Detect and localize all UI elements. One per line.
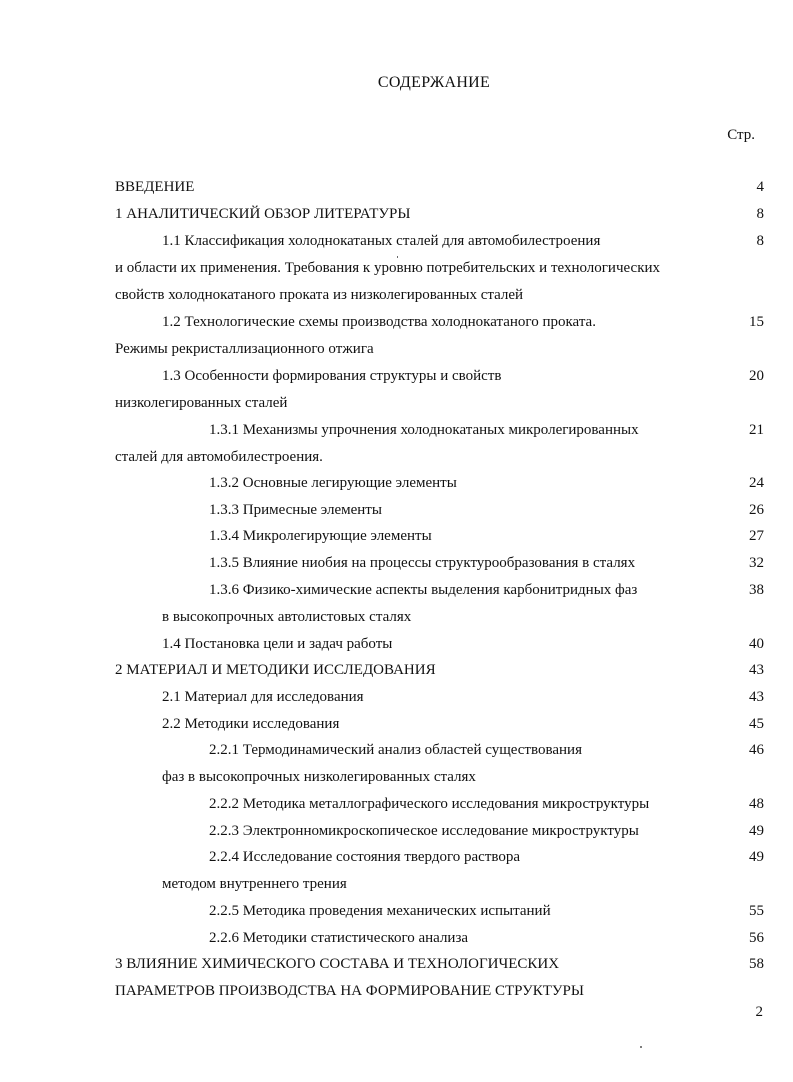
toc-line: 1.1 Классификация холоднокатаных сталей для автомобилестроения — [162, 233, 601, 249]
toc-page-number: 46 — [749, 742, 764, 758]
toc-page-number: 45 — [749, 716, 764, 732]
toc-line: 2.2 Методики исследования — [162, 716, 340, 732]
toc-line: ПАРАМЕТРОВ ПРОИЗВОДСТВА НА ФОРМИРОВАНИЕ СТРУКТУРЫ — [115, 983, 584, 999]
toc-page-number: 32 — [749, 555, 764, 571]
toc-page-number: 4 — [756, 179, 764, 195]
toc-line: сталей для автомобилестроения. — [115, 449, 323, 465]
toc-page-number: 55 — [749, 903, 764, 919]
page-column-label: Стр. — [727, 127, 755, 143]
toc-page-number: 8 — [756, 206, 764, 222]
toc-line: свойств холоднокатаного проката из низколегированных сталей — [115, 287, 524, 303]
page-title: СОДЕРЖАНИЕ — [377, 74, 491, 91]
footer-page-number: 2 — [755, 1004, 763, 1020]
toc-page-number: 21 — [749, 422, 764, 438]
toc-line: 2.2.6 Методики статистического анализа — [209, 930, 469, 946]
toc-page-number: 40 — [749, 636, 764, 652]
toc-page-number: 48 — [749, 796, 764, 812]
toc-page-number: 58 — [749, 956, 764, 972]
toc-page-number: 20 — [749, 368, 764, 384]
scan-speck — [397, 256, 398, 258]
toc-line: 3 ВЛИЯНИЕ ХИМИЧЕСКОГО СОСТАВА И ТЕХНОЛОГИЧЕСКИХ — [115, 956, 560, 972]
scan-speck — [640, 1046, 642, 1048]
toc-page-number: 49 — [749, 849, 764, 865]
toc-page-number: 43 — [749, 689, 764, 705]
toc-line: 1.3.2 Основные легирующие элементы — [209, 475, 457, 491]
toc-line: 1.4 Постановка цели и задач работы — [162, 636, 393, 652]
toc-line: 2.2.1 Термодинамический анализ областей существования — [209, 742, 582, 758]
toc-line: низколегированных сталей — [115, 395, 288, 411]
toc-line: 1.3.6 Физико-химические аспекты выделения карбонитридных фаз — [209, 582, 638, 598]
toc-line: фаз в высокопрочных низколегированных сталях — [162, 769, 476, 785]
toc-line: 2.2.3 Электронномикроскопическое исследование микроструктуры — [209, 823, 639, 839]
toc-line: 1.2 Технологические схемы производства холоднокатаного проката. — [162, 314, 596, 330]
toc-page-number: 8 — [756, 233, 764, 249]
toc-line: Режимы рекристаллизационного отжига — [115, 341, 374, 357]
toc-page-number: 43 — [749, 662, 764, 678]
toc-page-number: 27 — [749, 528, 764, 544]
toc-line: 1.3 Особенности формирования структуры и свойств — [162, 368, 502, 384]
toc-line: 1 АНАЛИТИЧЕСКИЙ ОБЗОР ЛИТЕРАТУРЫ — [115, 206, 411, 222]
toc-line: 2 МАТЕРИАЛ И МЕТОДИКИ ИССЛЕДОВАНИЯ — [115, 662, 436, 678]
toc-page-number: 38 — [749, 582, 764, 598]
toc-line: в высокопрочных автолистовых сталях — [162, 609, 412, 625]
toc-page-number: 24 — [749, 475, 764, 491]
toc-line: методом внутреннего трения — [162, 876, 347, 892]
toc-line: 2.2.4 Исследование состояния твердого раствора — [209, 849, 521, 865]
toc-line: 2.1 Материал для исследования — [162, 689, 364, 705]
toc-line: 1.3.1 Механизмы упрочнения холоднокатаных микролегированных — [209, 422, 639, 438]
toc-page-number: 49 — [749, 823, 764, 839]
toc-line: ВВЕДЕНИЕ — [115, 179, 195, 195]
toc-line: и области их применения. Требования к уровню потребительских и технологических — [115, 260, 661, 276]
toc-page-number: 15 — [749, 314, 764, 330]
toc-line: 1.3.4 Микролегирующие элементы — [209, 528, 432, 544]
toc-line: 1.3.5 Влияние ниобия на процессы структурообразования в сталях — [209, 555, 636, 571]
toc-line: 2.2.2 Методика металлографического исследования микроструктуры — [209, 796, 650, 812]
toc-page-number: 26 — [749, 502, 764, 518]
toc-line: 2.2.5 Методика проведения механических испытаний — [209, 903, 551, 919]
toc-line: 1.3.3 Примесные элементы — [209, 502, 382, 518]
toc-page-number: 56 — [749, 930, 764, 946]
